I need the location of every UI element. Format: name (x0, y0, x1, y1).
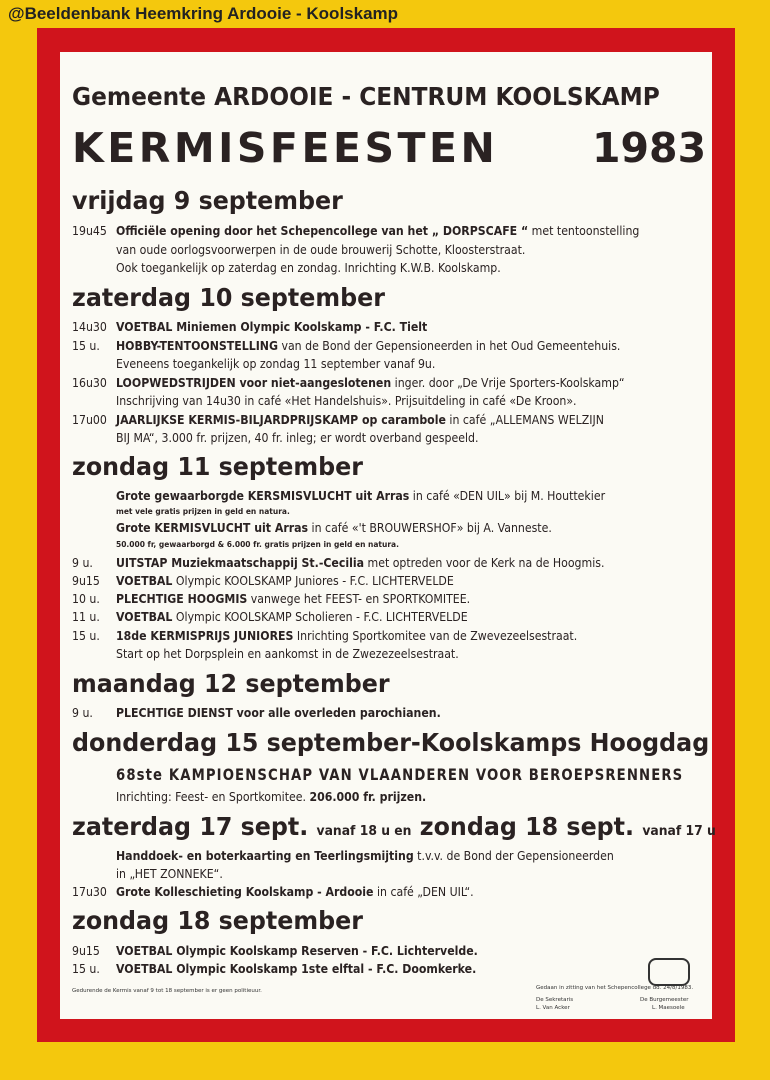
event-line: HOBBY-TENTOONSTELLING van de Bond der Gepensioneerden in het Oud Gemeentehuis. (116, 339, 621, 353)
watermark: @Beeldenbank Heemkring Ardooie - Koolskamp (8, 4, 399, 23)
event-time: 9u15 (72, 944, 100, 958)
event-line: Inschrijving van 14u30 in café «Het Handelshuis». Prijsuitdeling in café «De Kroon». (116, 394, 577, 408)
day-heading-saturday: zaterdag 10 september (72, 283, 385, 312)
event-line: Inrichting: Feest- en Sportkomitee. 206.000 fr. prijzen. (116, 790, 427, 804)
event-time: 14u30 (72, 320, 107, 334)
event-line: Grote KERMISVLUCHT uit Arras in café «'t BROUWERSHOF» bij A. Vanneste. (116, 521, 552, 535)
day-heading-sunday: zondag 11 september (72, 452, 363, 481)
event-line: 18de KERMISPRIJS JUNIORES Inrichting Sportkomitee van de Zwevezeelsestraat. (116, 629, 578, 643)
event-line: Officiële opening door het Schepencollege van het „ DORPSCAFE “ met tentoonstelling (116, 224, 640, 238)
event-time: 9 u. (72, 706, 93, 720)
event-time: 19u45 (72, 224, 107, 238)
event-time: 16u30 (72, 376, 107, 390)
event-line: UITSTAP Muziekmaatschappij St.-Cecilia met optreden voor de Kerk na de Hoogmis. (116, 556, 605, 570)
event-line: Eveneens toegankelijk op zondag 11 september vanaf 9u. (116, 357, 436, 371)
championship-title: 68ste KAMPIOENSCHAP VAN VLAANDEREN VOOR BEROEPSRENNERS (116, 765, 684, 784)
secretary-name: L. Van Acker (536, 1005, 570, 1011)
event-time: 15 u. (72, 339, 100, 353)
event-time: 10 u. (72, 592, 100, 606)
event-note: 50.000 fr, gewaarborgd & 6.000 fr. gratis prijzen in geld en natura. (116, 540, 399, 549)
day-heading-monday: maandag 12 september (72, 669, 390, 698)
event-time: 9u15 (72, 574, 100, 588)
event-line: BIJ MA“, 3.000 fr. prijzen, 40 fr. inleg; er wordt overband gespeeld. (116, 431, 479, 445)
day-heading-weekend: zaterdag 17 sept. vanaf 18 u en zondag 18 sept. vanaf 17 u (72, 812, 716, 841)
poster-title: KERMISFEESTEN (72, 124, 499, 172)
event-time: 17u00 (72, 413, 107, 427)
event-line: Ook toegankelijk op zaterdag en zondag. Inrichting K.W.B. Koolskamp. (116, 261, 501, 275)
printer-stamp-icon (648, 958, 690, 986)
event-time: 11 u. (72, 610, 100, 624)
event-time: 15 u. (72, 962, 100, 976)
event-line: Handdoek- en boterkaarting en Teerlingsmijting t.v.v. de Bond der Gepensioneerden (116, 849, 614, 863)
event-line: Grote gewaarborgde KERSMISVLUCHT uit Arras in café «DEN UIL» bij M. Houttekier (116, 489, 606, 503)
event-line: VOETBAL Olympic KOOLSKAMP Juniores - F.C. LICHTERVELDE (116, 574, 454, 588)
event-note: met vele gratis prijzen in geld en natura. (116, 507, 290, 516)
event-time: 17u30 (72, 885, 107, 899)
event-line: VOETBAL Olympic Koolskamp 1ste elftal - F.C. Doomkerke. (116, 962, 477, 976)
event-time: 9 u. (72, 556, 93, 570)
event-line: VOETBAL Miniemen Olympic Koolskamp - F.C. Tielt (116, 320, 428, 334)
event-line: in „HET ZONNEKE“. (116, 867, 223, 881)
event-line: van oude oorlogsvoorwerpen in de oude brouwerij Schotte, Kloosterstraat. (116, 243, 526, 257)
event-line: JAARLIJKSE KERMIS-BILJARDPRIJSKAMP op carambole in café „ALLEMANS WELZIJN (116, 413, 604, 427)
event-time: 15 u. (72, 629, 100, 643)
secretary-title: De Sekretaris (536, 997, 574, 1003)
decree-note: Gedaan in zitting van het Schepencollege dd. 24/8/1983. (536, 985, 694, 991)
event-line: LOOPWEDSTRIJDEN voor niet-aangeslotenen inger. door „De Vrije Sporters-Koolskamp“ (116, 376, 625, 390)
day-heading-friday: vrijdag 9 september (72, 186, 343, 215)
police-notice: Gedurende de Kermis vanaf 9 tot 18 september is er geen politieuur. (72, 988, 262, 994)
mayor-title: De Burgemeester (640, 997, 689, 1003)
day-heading-thursday: donderdag 15 september-Koolskamps Hoogdag (72, 728, 710, 757)
event-line: PLECHTIGE DIENST voor alle overleden parochianen. (116, 706, 441, 720)
event-line: Grote Kolleschieting Koolskamp - Ardooie in café „DEN UIL“. (116, 885, 474, 899)
municipality-heading: Gemeente ARDOOIE - CENTRUM KOOLSKAMP (72, 82, 660, 111)
event-line: Start op het Dorpsplein en aankomst in de Zwezezeelsestraat. (116, 647, 459, 661)
event-line: PLECHTIGE HOOGMIS vanwege het FEEST- en SPORTKOMITEE. (116, 592, 471, 606)
mayor-name: L. Maesoele (652, 1005, 685, 1011)
day-heading-sunday-18: zondag 18 september (72, 906, 363, 935)
event-line: VOETBAL Olympic Koolskamp Reserven - F.C. Lichtervelde. (116, 944, 478, 958)
event-line: VOETBAL Olympic KOOLSKAMP Scholieren - F.C. LICHTERVELDE (116, 610, 468, 624)
poster-year: 1983 (592, 124, 707, 172)
